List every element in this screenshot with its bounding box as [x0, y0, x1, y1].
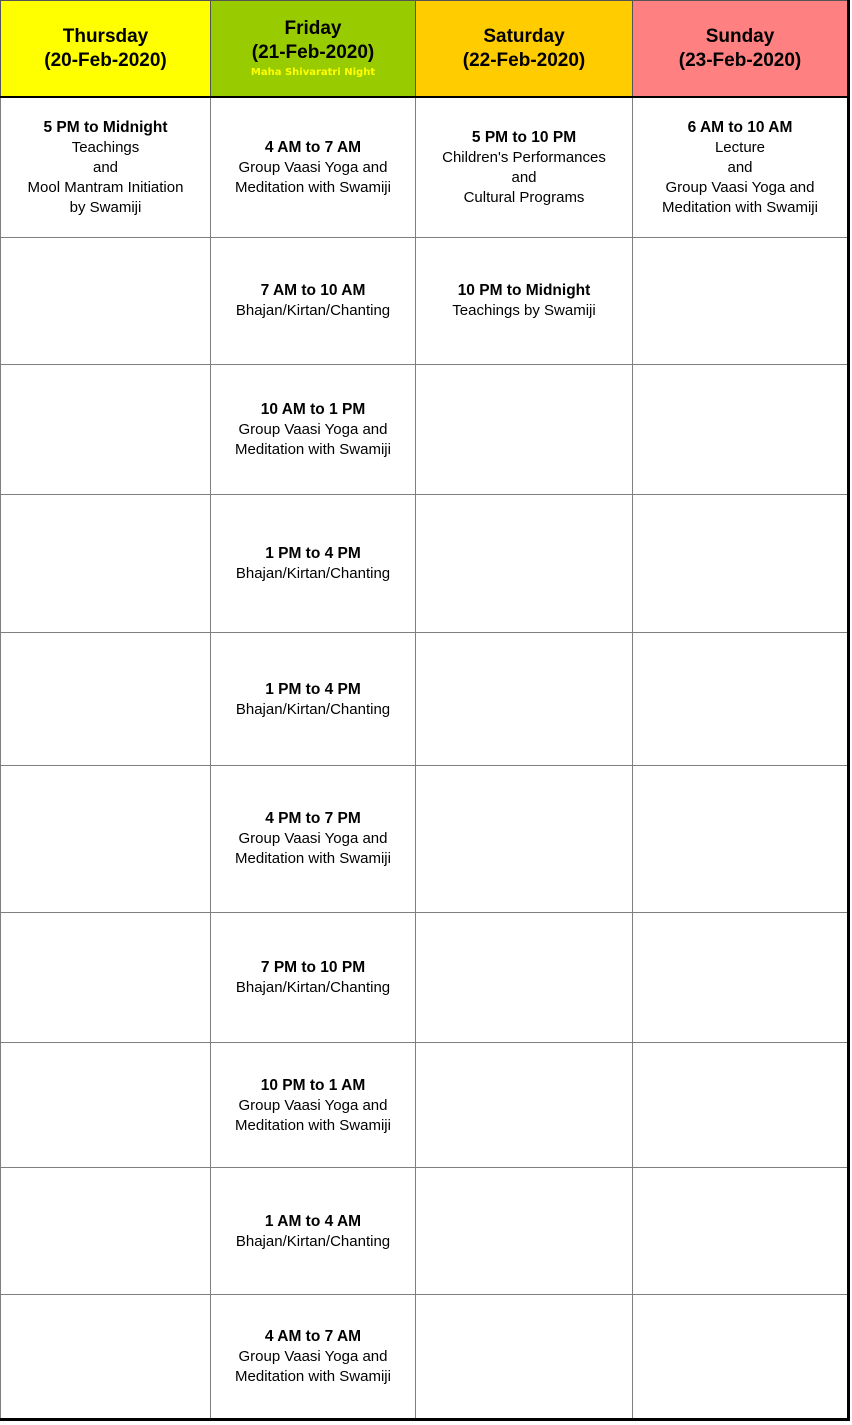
event-description: and: [92, 158, 119, 176]
event-time: 4 PM to 7 PM: [265, 810, 361, 828]
schedule-cell-friday: [211, 765, 416, 912]
event-description: Group Vaasi Yoga and: [665, 178, 815, 196]
schedule-row: [1, 237, 849, 364]
schedule-row: [1, 364, 849, 494]
schedule-cell-sunday: [633, 1294, 849, 1419]
schedule-cell-saturday: [416, 1043, 633, 1168]
schedule-cell-thursday: [1, 1043, 211, 1168]
event-time: 4 AM to 7 AM: [264, 1327, 362, 1345]
event-description: Cultural Programs: [463, 188, 585, 206]
schedule-cell-sunday: [633, 912, 849, 1042]
schedule-cell-sunday: [633, 364, 849, 494]
event-description: Bhajan/Kirtan/Chanting: [235, 1232, 391, 1250]
schedule-row: [1, 1294, 849, 1419]
schedule-body: [1, 97, 849, 1420]
event-time: 10 AM to 1 PM: [260, 401, 366, 419]
schedule-cell-saturday: [416, 765, 633, 912]
schedule-cell-friday: [211, 97, 416, 237]
schedule-cell-sunday: [633, 495, 849, 633]
event-description: Group Vaasi Yoga and: [238, 1347, 388, 1365]
event-description: Bhajan/Kirtan/Chanting: [235, 302, 391, 320]
day-date: (21-Feb-2020): [251, 42, 375, 63]
event-description: and: [511, 168, 537, 186]
day-header-sunday: [633, 1, 849, 98]
schedule-row: [1, 495, 849, 633]
event-description: Group Vaasi Yoga and: [238, 158, 388, 176]
schedule-cell-sunday: [633, 97, 849, 237]
day-date: (23-Feb-2020): [678, 49, 802, 71]
day-name: Friday: [284, 18, 342, 39]
schedule-cell-thursday: [1, 765, 211, 912]
schedule-cell-friday: [211, 1168, 416, 1294]
schedule-row: [1, 765, 849, 912]
event-description: Meditation with Swamiji: [235, 441, 391, 459]
schedule-cell-thursday: [1, 1294, 211, 1419]
header-row: [1, 1, 849, 98]
day-header-thursday: [1, 1, 211, 98]
event-description: Group Vaasi Yoga and: [238, 1096, 388, 1114]
schedule-cell-sunday: [633, 1168, 849, 1294]
schedule-row: [1, 633, 849, 765]
schedule-cell-sunday: [633, 633, 849, 765]
day-header-saturday: [416, 1, 633, 98]
event-description: Meditation with Swamiji: [235, 1367, 391, 1385]
schedule-cell-saturday: [416, 1168, 633, 1294]
schedule-cell-friday: [211, 1043, 416, 1168]
event-description: Group Vaasi Yoga and: [238, 830, 388, 848]
event-description: Meditation with Swamiji: [235, 1116, 391, 1134]
schedule-cell-sunday: [633, 765, 849, 912]
event-time: 1 PM to 4 PM: [265, 680, 361, 698]
schedule-cell-thursday: [1, 495, 211, 633]
schedule-cell-thursday: [1, 1168, 211, 1294]
event-description: Teachings: [71, 138, 140, 156]
schedule-cell-thursday: [1, 912, 211, 1042]
event-time: 5 PM to Midnight: [43, 118, 168, 136]
schedule-cell-thursday: [1, 633, 211, 765]
event-time: 5 PM to 10 PM: [471, 128, 577, 146]
schedule-cell-saturday: [416, 237, 633, 364]
schedule-cell-sunday: [633, 1043, 849, 1168]
schedule-cell-friday: [211, 633, 416, 765]
schedule-row: [1, 912, 849, 1042]
event-time: 6 AM to 10 AM: [687, 118, 793, 136]
day-date: (22-Feb-2020): [462, 49, 586, 71]
schedule-cell-thursday: [1, 237, 211, 364]
event-description: Mool Mantram Initiation: [27, 178, 184, 196]
event-description: Children's Performances: [442, 148, 606, 166]
event-time: 10 PM to 1 AM: [260, 1076, 366, 1094]
schedule-cell-friday: [211, 364, 416, 494]
event-description: Meditation with Swamiji: [662, 198, 818, 216]
event-time: 10 PM to Midnight: [457, 282, 591, 300]
event-description: Bhajan/Kirtan/Chanting: [235, 700, 391, 718]
event-time: 1 AM to 4 AM: [264, 1212, 362, 1230]
day-name: Saturday: [483, 25, 565, 47]
schedule-cell-thursday: [1, 364, 211, 494]
event-description: Meditation with Swamiji: [235, 178, 391, 196]
event-description: by Swamiji: [69, 198, 142, 216]
day-date: (20-Feb-2020): [44, 49, 167, 71]
event-description: Lecture: [714, 138, 766, 156]
day-name: Thursday: [62, 25, 149, 47]
event-time: 7 AM to 10 AM: [260, 282, 366, 300]
day-note: Maha Shivaratri Night: [250, 67, 376, 78]
schedule-cell-saturday: [416, 97, 633, 237]
schedule-cell-friday: [211, 1294, 416, 1419]
schedule-cell-saturday: [416, 495, 633, 633]
event-description: Bhajan/Kirtan/Chanting: [235, 979, 391, 997]
event-description: Group Vaasi Yoga and: [238, 421, 388, 439]
event-description: and: [727, 158, 753, 176]
event-time: 7 PM to 10 PM: [260, 959, 366, 977]
schedule-cell-saturday: [416, 912, 633, 1042]
schedule-cell-saturday: [416, 1294, 633, 1419]
schedule-cell-friday: [211, 912, 416, 1042]
schedule-cell-saturday: [416, 633, 633, 765]
schedule-cell-saturday: [416, 364, 633, 494]
schedule-row: [1, 1043, 849, 1168]
event-description: Teachings by Swamiji: [452, 302, 596, 320]
day-header-friday: [211, 1, 416, 98]
event-time: 4 AM to 7 AM: [264, 138, 362, 156]
event-description: Meditation with Swamiji: [235, 850, 391, 868]
event-time: 1 PM to 4 PM: [265, 545, 361, 563]
schedule-row: [1, 97, 849, 237]
day-name: Sunday: [705, 25, 775, 47]
schedule-cell-sunday: [633, 237, 849, 364]
schedule-cell-thursday: [1, 97, 211, 237]
schedule-cell-friday: [211, 237, 416, 364]
schedule-row: [1, 1168, 849, 1294]
schedule-cell-friday: [211, 495, 416, 633]
event-description: Bhajan/Kirtan/Chanting: [235, 565, 391, 583]
